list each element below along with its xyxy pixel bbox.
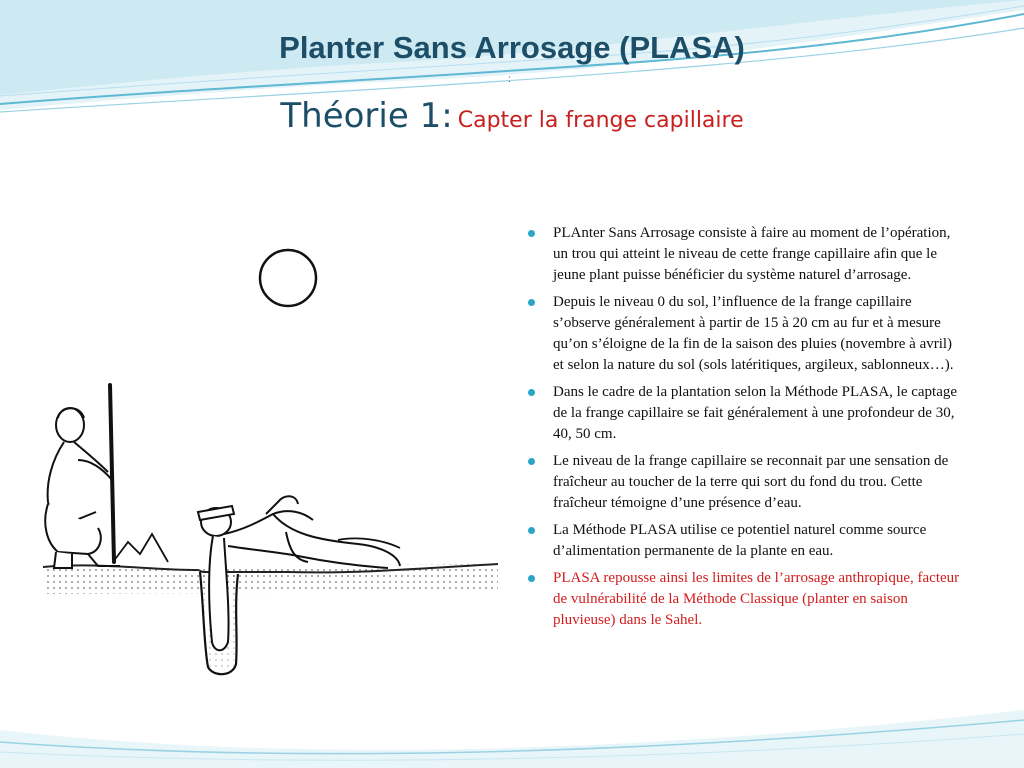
bullet-item	[525, 520, 965, 562]
bullet-text: Dans le cadre de la plantation selon la Méthode PLASA, le captage de la frange capillaire se fait généralement à une profondeur de 30, 40, 50 cm.	[553, 384, 958, 442]
bullet-text: Depuis le niveau 0 du sol, l’influence de la frange capillaire s’observe généralement à partir de 15 à 20 cm au fur et à mesure qu’on s’éloigne de la fin de la saison des pluies (novembre à avril) et selon la nature du sol (sols latéritiques, argileux, sablonneux…).	[553, 294, 954, 373]
bullet-item	[525, 382, 965, 445]
bullet-text: PLAnter Sans Arrosage consiste à faire au moment de l’opération, un trou qui atteint le niveau de cette frange capillaire afin que le jeune plant puisse bénéficier du système naturel d’arrosage.	[553, 225, 951, 283]
bullet-item	[525, 451, 965, 514]
farmers-digging-hole-illustration	[28, 142, 513, 697]
bottom-wave-decoration	[0, 690, 1024, 768]
title-mark: :	[508, 74, 511, 85]
bullet-dot-icon	[528, 299, 535, 306]
bullet-dot-icon	[528, 527, 535, 534]
bullet-item	[525, 292, 965, 376]
slide-title: Planter Sans Arrosage (PLASA)	[279, 30, 745, 65]
bullet-dot-icon	[528, 389, 535, 396]
subtitle-lead: Théorie 1:	[280, 96, 453, 136]
bullet-item	[525, 223, 965, 286]
bullet-dot-icon	[528, 230, 535, 237]
bullet-dot-icon	[528, 575, 535, 582]
bullet-text: La Méthode PLASA utilise ce potentiel naturel comme source d’alimentation permanente de la plante en eau.	[553, 522, 927, 559]
bullet-item-highlight	[525, 568, 965, 631]
slide-subtitle	[0, 96, 1024, 136]
subtitle-accent: Capter la frange capillaire	[457, 108, 744, 133]
bullet-text: PLASA repousse ainsi les limites de l’arrosage anthropique, facteur de vulnérabilité de la Méthode Classique (planter en saison pluvieuse) dans le Sahel.	[553, 570, 960, 628]
bullet-text: Le niveau de la frange capillaire se reconnait par une sensation de fraîcheur au toucher de la terre qui sort du fond du trou. Cette fraîcheur témoigne d’une présence d’eau.	[553, 453, 949, 511]
bullet-dot-icon	[528, 458, 535, 465]
bullet-list	[525, 223, 965, 637]
